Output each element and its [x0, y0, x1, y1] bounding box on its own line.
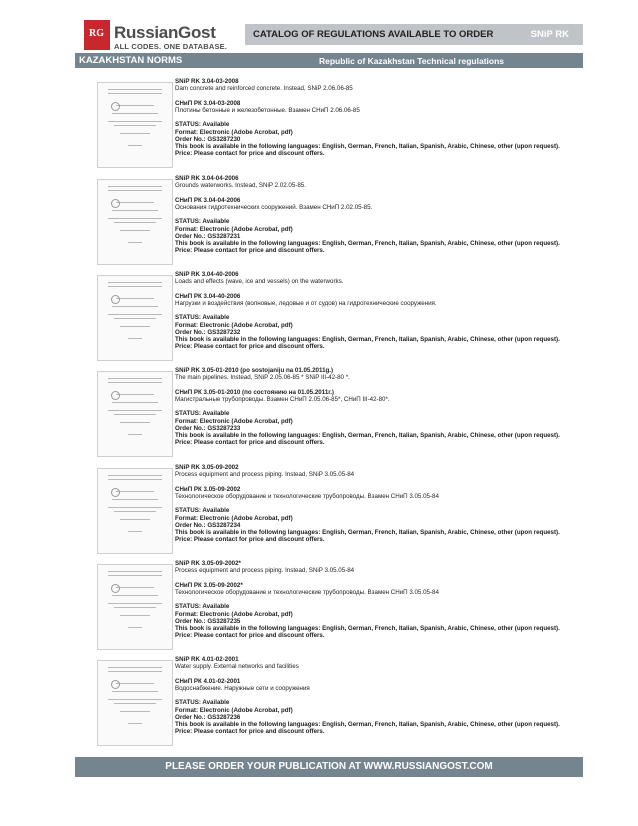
thumbnail-line [120, 230, 150, 231]
entry-status: STATUS: Available [175, 603, 230, 611]
entry-languages: This book is available in the following languages: English, German, French, Italian, Spanish, Arabic, Chinese, other (upon request). [175, 336, 560, 344]
thumbnail-line [108, 575, 162, 576]
thumbnail-line [108, 699, 162, 700]
entry-format: Format: Electronic (Adobe Acrobat, pdf) [175, 225, 293, 233]
entry-title-ru: Основания гидротехнических сооружений. Взамен СНиП 2.02.05-85. [175, 203, 373, 211]
order-footer-link[interactable]: PLEASE ORDER YOUR PUBLICATION AT WWW.RUSSIANGOST.COM [165, 761, 493, 772]
logo-name: RussianGost [114, 23, 216, 42]
thumbnail-line [114, 607, 156, 608]
thumbnail-line [112, 402, 158, 403]
entry-code-en: SNiP RK 4.01-02-2001 [175, 656, 239, 663]
thumbnail-line [108, 93, 162, 94]
entry-title-ru: Технологическое оборудование и технологические трубопроводы. Взамен СНиП 3.05.05-84 [175, 588, 439, 596]
entry-text [175, 78, 581, 157]
entry-price: Price: Please contact for price and discount offers. [175, 343, 325, 351]
entry-price: Price: Please contact for price and discount offers. [175, 247, 325, 255]
entry-status: STATUS: Available [175, 410, 230, 418]
thumbnail-line [116, 683, 154, 684]
entry-order-number: Order No.: GS3287236 [175, 713, 241, 721]
entry-code-en: SNiP RK 3.05-09-2002 [175, 464, 239, 471]
document-cover-thumbnail[interactable] [97, 371, 173, 457]
entry-code-en: SNiP RK 3.04-03-2008 [175, 78, 239, 85]
entry-languages: This book is available in the following languages: English, German, French, Italian, Spanish, Arabic, Chinese, other (upon request). [175, 240, 560, 248]
entry-price: Price: Please contact for price and discount offers. [175, 150, 325, 158]
thumbnail-line [108, 314, 162, 315]
document-cover-thumbnail[interactable] [97, 660, 173, 746]
thumbnail-line [116, 202, 154, 203]
thumbnail-line [128, 627, 142, 628]
catalog-code: SNiP RK [530, 29, 569, 40]
thumbnail-line [112, 306, 158, 307]
entry-format: Format: Electronic (Adobe Acrobat, pdf) [175, 128, 293, 136]
thumbnail-line [108, 186, 162, 187]
thumbnail-line [112, 691, 158, 692]
entry-code-en: SNiP RK 3.04-04-2006 [175, 175, 239, 182]
thumbnail-line [116, 298, 154, 299]
catalog-header-bar [245, 24, 583, 45]
thumbnail-line [112, 595, 158, 596]
thumbnail-line [128, 242, 142, 243]
entry-title-en: Water supply. External networks and facilities [175, 663, 299, 671]
entry-format: Format: Electronic (Adobe Acrobat, pdf) [175, 514, 293, 522]
emblem-icon [111, 199, 120, 208]
thumbnail-line [108, 382, 162, 383]
entry-text [175, 271, 581, 350]
entry-code-en: SNiP RK 3.04-40-2006 [175, 271, 239, 278]
thumbnail-line [108, 507, 162, 508]
entry-order-number: Order No.: GS3287232 [175, 328, 241, 336]
entry-title-en: Grounds waterworks. Instead, SNiP 2.02.05-85. [175, 182, 306, 190]
entry-price: Price: Please contact for price and discount offers. [175, 439, 325, 447]
entry-status: STATUS: Available [175, 314, 230, 322]
emblem-icon [111, 488, 120, 497]
entry-status: STATUS: Available [175, 507, 230, 515]
entry-format: Format: Electronic (Adobe Acrobat, pdf) [175, 321, 293, 329]
thumbnail-line [108, 286, 162, 287]
spacer [175, 211, 581, 218]
entry-title-en: Process equipment and process piping. Instead, SNiP 3.05.05-84 [175, 471, 355, 479]
spacer [175, 596, 581, 603]
entry-order-number: Order No.: GS3287235 [175, 617, 241, 625]
thumbnail-line [112, 499, 158, 500]
entry-title-ru: Нагрузки и воздействия (волновые, ледовые и от судов) на гидротехнические сооружения. [175, 299, 437, 307]
thumbnail-line [112, 210, 158, 211]
entry-status: STATUS: Available [175, 699, 230, 707]
thumbnail-line [120, 711, 150, 712]
spacer [175, 189, 581, 196]
entry-title-en: The main pipelines. Instead, SNiP 2.05.06-85 * SNiP III-42-80 *. [175, 374, 350, 382]
spacer [175, 381, 581, 388]
document-cover-thumbnail[interactable] [97, 275, 173, 361]
entry-languages: This book is available in the following languages: English, German, French, Italian, Spanish, Arabic, Chinese, other (upon request). [175, 432, 560, 440]
entry-order-number: Order No.: GS3287234 [175, 521, 241, 529]
emblem-icon [111, 680, 120, 689]
entry-status: STATUS: Available [175, 218, 230, 226]
thumbnail-line [112, 113, 158, 114]
entry-format: Format: Electronic (Adobe Acrobat, pdf) [175, 417, 293, 425]
thumbnail-line [128, 434, 142, 435]
entry-title-ru: Магистральные трубопроводы. Взамен СНиП 2.05.06-85*, СНиП III-42-80*. [175, 395, 390, 403]
entry-order-number: Order No.: GS3287231 [175, 232, 241, 240]
entry-order-number: Order No.: GS3287233 [175, 424, 241, 432]
thumbnail-line [120, 133, 150, 134]
entry-languages: This book is available in the following languages: English, German, French, Italian, Spanish, Arabic, Chinese, other (upon request). [175, 625, 560, 633]
section-title: KAZAKHSTAN NORMS [79, 55, 183, 66]
emblem-icon [111, 584, 120, 593]
spacer [175, 92, 581, 99]
spacer [175, 285, 581, 292]
entry-code-ru: СНиП РК 3.05-09-2002 [175, 485, 241, 493]
entry-status: STATUS: Available [175, 121, 230, 129]
thumbnail-line [116, 394, 154, 395]
entry-code-ru: СНиП РК 3.05-01-2010 (по состоянию на 01.05.2011г.) [175, 388, 334, 396]
emblem-icon [111, 295, 120, 304]
entry-title-en: Process equipment and process piping. Instead, SNiP 3.05.05-84 [175, 567, 355, 575]
thumbnail-line [108, 671, 162, 672]
thumbnail-line [108, 410, 162, 411]
spacer [175, 478, 581, 485]
entry-text [175, 367, 581, 446]
thumbnail-line [128, 531, 142, 532]
emblem-icon [111, 102, 120, 111]
spacer [175, 403, 581, 410]
entry-text [175, 175, 581, 254]
section-subtitle: Republic of Kazakhstan Technical regulations [319, 56, 504, 66]
entry-format: Format: Electronic (Adobe Acrobat, pdf) [175, 706, 293, 714]
thumbnail-line [108, 282, 162, 283]
entry-text [175, 560, 581, 639]
thumbnail-line [108, 603, 162, 604]
thumbnail-line [116, 105, 154, 106]
order-footer-bar[interactable] [75, 757, 583, 777]
thumbnail-line [128, 145, 142, 146]
thumbnail-line [108, 190, 162, 191]
document-cover-thumbnail[interactable] [97, 179, 173, 265]
entry-languages: This book is available in the following languages: English, German, French, Italian, Spanish, Arabic, Chinese, other (upon request). [175, 143, 560, 151]
thumbnail-line [120, 519, 150, 520]
thumbnail-line [114, 222, 156, 223]
entry-title-ru: Технологическое оборудование и технологические трубопроводы. Взамен СНиП 3.05.05-84 [175, 492, 439, 500]
catalog-title: CATALOG OF REGULATIONS AVAILABLE TO ORDER [253, 29, 494, 40]
document-cover-thumbnail[interactable] [97, 564, 173, 650]
spacer [175, 670, 581, 677]
thumbnail-line [108, 667, 162, 668]
entry-order-number: Order No.: GS3287230 [175, 135, 241, 143]
thumbnail-line [108, 218, 162, 219]
entry-title-ru: Водоснабжение. Наружные сети и сооружения [175, 684, 310, 692]
thumbnail-line [120, 422, 150, 423]
entry-text [175, 656, 581, 735]
brand-logo[interactable] [84, 20, 234, 54]
thumbnail-line [108, 89, 162, 90]
entry-code-en: SNiP RK 3.05-01-2010 (po sostojaniju na 01.05.2011g.) [175, 367, 334, 374]
entry-price: Price: Please contact for price and discount offers. [175, 536, 325, 544]
document-cover-thumbnail[interactable] [97, 82, 173, 168]
thumbnail-line [114, 414, 156, 415]
section-bar [75, 53, 583, 68]
thumbnail-line [128, 723, 142, 724]
document-cover-thumbnail[interactable] [97, 468, 173, 554]
entry-format: Format: Electronic (Adobe Acrobat, pdf) [175, 610, 293, 618]
logo-mark-icon [84, 20, 110, 50]
entry-languages: This book is available in the following languages: English, German, French, Italian, Spanish, Arabic, Chinese, other (upon request). [175, 529, 560, 537]
spacer [175, 114, 581, 121]
entry-code-ru: СНиП РК 3.04-03-2008 [175, 99, 241, 107]
spacer [175, 574, 581, 581]
thumbnail-line [108, 121, 162, 122]
entry-title-en: Loads and effects (wave, ice and vessels) on the waterworks. [175, 278, 344, 286]
thumbnail-line [116, 587, 154, 588]
entry-price: Price: Please contact for price and discount offers. [175, 728, 325, 736]
thumbnail-line [114, 511, 156, 512]
entry-price: Price: Please contact for price and discount offers. [175, 632, 325, 640]
thumbnail-line [128, 338, 142, 339]
entry-title-en: Dam concrete and reinforced concrete. Instead, SNiP 2.06.06-85 [175, 85, 353, 93]
thumbnail-line [114, 703, 156, 704]
spacer [175, 500, 581, 507]
thumbnail-line [120, 326, 150, 327]
thumbnail-line [114, 318, 156, 319]
thumbnail-line [108, 378, 162, 379]
entry-text [175, 464, 581, 543]
entry-code-en: SNiP RK 3.05-09-2002* [175, 560, 241, 567]
entry-code-ru: СНиП РК 3.04-04-2006 [175, 196, 241, 204]
thumbnail-line [108, 571, 162, 572]
spacer [175, 692, 581, 699]
emblem-icon [111, 391, 120, 400]
entry-code-ru: СНиП РК 3.05-09-2002* [175, 581, 243, 589]
logo-mark-text: RG [89, 28, 104, 39]
entry-code-ru: СНиП РК 3.04-40-2006 [175, 292, 241, 300]
entry-title-ru: Плотины бетонные и железобетонные. Взамен СНиП 2.06.06-85 [175, 106, 360, 114]
thumbnail-line [108, 475, 162, 476]
entry-languages: This book is available in the following languages: English, German, French, Italian, Spanish, Arabic, Chinese, other (upon request). [175, 721, 560, 729]
thumbnail-line [116, 491, 154, 492]
thumbnail-line [114, 125, 156, 126]
thumbnail-line [120, 615, 150, 616]
thumbnail-line [108, 479, 162, 480]
entry-code-ru: СНиП РК 4.01-02-2001 [175, 677, 241, 685]
logo-tagline: ALL CODES. ONE DATABASE. [114, 42, 228, 51]
spacer [175, 307, 581, 314]
